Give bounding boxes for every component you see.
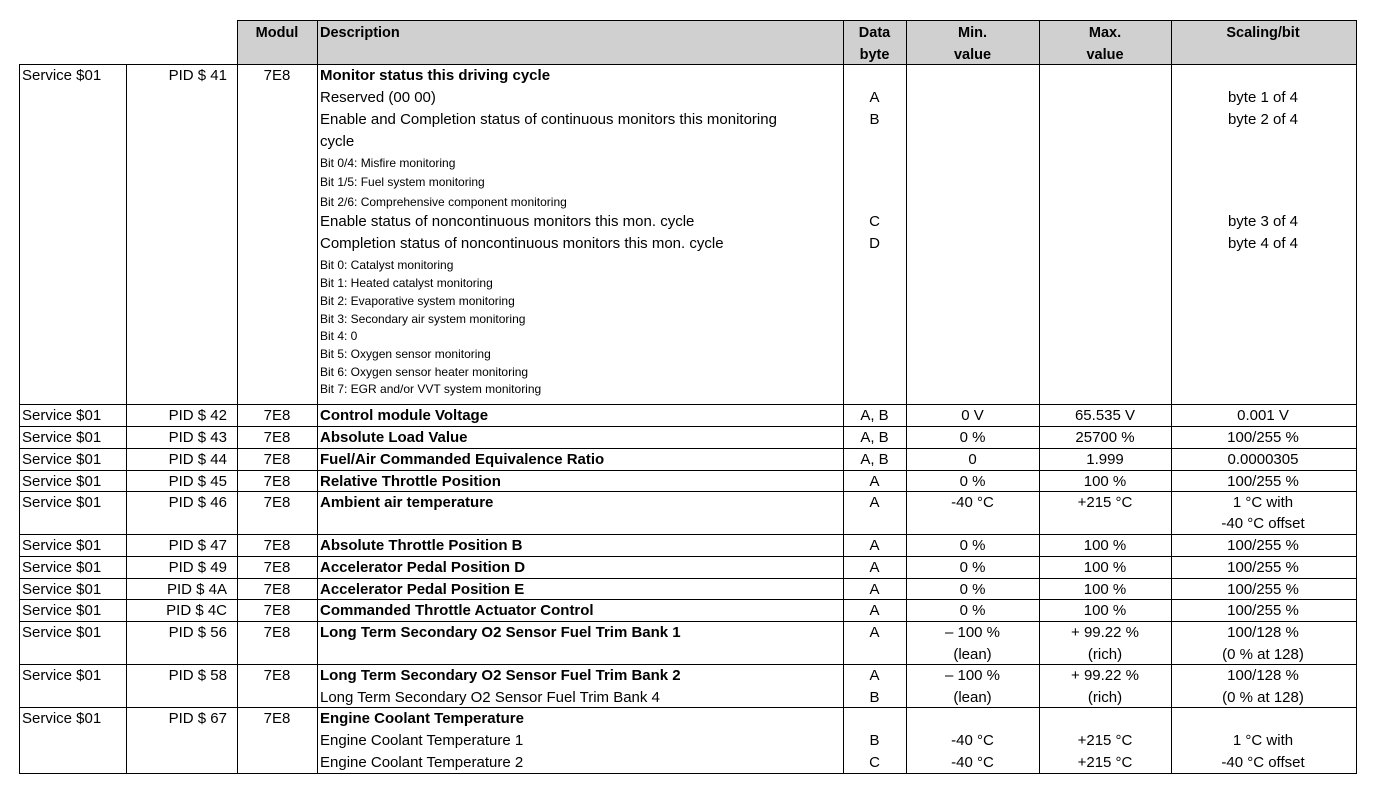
- max-value: 25700 %: [1075, 429, 1135, 446]
- description-line: Enable status of noncontinuous monitors this mon. cycle: [320, 213, 695, 230]
- scaling-value: byte 3 of 4: [1227, 213, 1299, 230]
- data-byte-header-label: Data: [858, 25, 891, 41]
- data-byte-value: C: [869, 754, 880, 771]
- data-byte-value: A, B: [860, 407, 889, 424]
- description-line: Absolute Throttle Position B: [320, 537, 523, 554]
- scaling-value: 0.001 V: [1237, 407, 1289, 424]
- min-value: 0 %: [959, 429, 986, 446]
- max-value: 100 %: [1083, 581, 1127, 598]
- service-label: Service $01: [22, 559, 102, 576]
- pid-label: PID $ 4A: [166, 581, 227, 598]
- modul-label: 7E8: [263, 473, 291, 490]
- service-label: Service $01: [22, 451, 102, 468]
- description-line: Engine Coolant Temperature: [320, 710, 524, 727]
- modul-label: 7E8: [263, 67, 291, 84]
- service-label: Service $01: [22, 537, 102, 554]
- service-cell: [19, 64, 128, 406]
- pid-label: PID $ 41: [168, 67, 227, 84]
- min-value: 0: [968, 451, 977, 468]
- description-line: Engine Coolant Temperature 1: [320, 732, 524, 749]
- modul-label: 7E8: [263, 429, 291, 446]
- service-label: Service $01: [22, 429, 102, 446]
- max-value-header-label: value: [1086, 47, 1124, 63]
- scaling-value: 100/255 %: [1227, 429, 1299, 446]
- description-line: Long Term Secondary O2 Sensor Fuel Trim Bank 1: [320, 624, 681, 641]
- data-byte-value: B: [869, 111, 880, 128]
- data-byte-value: D: [869, 235, 880, 252]
- pid-label: PID $ 45: [168, 473, 227, 490]
- description-line: Reserved (00 00): [320, 89, 436, 106]
- max-value: 100 %: [1083, 473, 1127, 490]
- service-label: Service $01: [22, 473, 102, 490]
- service-label: Service $01: [22, 602, 102, 619]
- modul-label: 7E8: [263, 667, 291, 684]
- description-line: Accelerator Pedal Position E: [320, 581, 525, 598]
- data-byte-value: A: [869, 602, 880, 619]
- pid-label: PID $ 44: [168, 451, 227, 468]
- max-value-header-label: Max.: [1088, 25, 1122, 41]
- modul-label: 7E8: [263, 624, 291, 641]
- modul-label: 7E8: [263, 559, 291, 576]
- description-header-label: Description: [320, 25, 400, 41]
- data-byte-value: A: [869, 667, 880, 684]
- pid-cell: [126, 64, 239, 406]
- service-label: Service $01: [22, 407, 102, 424]
- min-value: 0 %: [959, 537, 986, 554]
- max-value: 65.535 V: [1074, 407, 1136, 424]
- description-line: Monitor status this driving cycle: [320, 67, 551, 84]
- scaling-value: byte 1 of 4: [1227, 89, 1299, 106]
- description-line: Ambient air temperature: [320, 494, 494, 511]
- max-value: + 99.22 %: [1071, 624, 1139, 641]
- modul-label: 7E8: [263, 451, 291, 468]
- max-value-cell: [1039, 64, 1173, 406]
- max-value: 100 %: [1083, 559, 1127, 576]
- description-line: Bit 0: Catalyst monitoring: [320, 258, 454, 272]
- modul-label: 7E8: [263, 602, 291, 619]
- min-value: 0 %: [959, 602, 986, 619]
- description-line: Engine Coolant Temperature 2: [320, 754, 524, 771]
- scaling-value: 100/255 %: [1227, 602, 1299, 619]
- description-line: Relative Throttle Position: [320, 473, 501, 490]
- service-label: Service $01: [22, 667, 102, 684]
- min-value: – 100 %: [944, 667, 1001, 684]
- description-line: Commanded Throttle Actuator Control: [320, 602, 594, 619]
- pid-label: PID $ 46: [168, 494, 227, 511]
- scaling-header-label: Scaling/bit: [1226, 25, 1300, 41]
- pid-label: PID $ 58: [168, 667, 227, 684]
- max-value: 100 %: [1083, 602, 1127, 619]
- modul-label: 7E8: [263, 407, 291, 424]
- description-line: Fuel/Air Commanded Equivalence Ratio: [320, 451, 605, 468]
- service-label: Service $01: [22, 494, 102, 511]
- max-value: +215 °C: [1077, 494, 1133, 511]
- description-line: Bit 6: Oxygen sensor heater monitoring: [320, 365, 529, 379]
- description-line: Bit 3: Secondary air system monitoring: [320, 312, 526, 326]
- data-byte-value: A: [869, 473, 880, 490]
- description-line: Bit 4: 0: [320, 329, 358, 343]
- description-line: cycle: [320, 133, 355, 150]
- scaling-value: 1 °C with: [1232, 732, 1294, 749]
- service-label: Service $01: [22, 581, 102, 598]
- data-byte-value: C: [869, 213, 880, 230]
- description-line: Bit 1/5: Fuel system monitoring: [320, 175, 485, 189]
- data-byte-value: B: [869, 689, 880, 706]
- modul-label: 7E8: [263, 494, 291, 511]
- max-value: + 99.22 %: [1071, 667, 1139, 684]
- scaling-value: (0 % at 128): [1222, 689, 1304, 706]
- pid-label: PID $ 56: [168, 624, 227, 641]
- scaling-value: 100/255 %: [1227, 473, 1299, 490]
- scaling-value: -40 °C offset: [1221, 515, 1305, 532]
- description-line: Bit 7: EGR and/or VVT system monitoring: [320, 382, 542, 396]
- description-line: Long Term Secondary O2 Sensor Fuel Trim Bank 4: [320, 689, 660, 706]
- min-value: 0 %: [959, 559, 986, 576]
- service-label: Service $01: [22, 67, 102, 84]
- data-byte-value: A: [869, 581, 880, 598]
- scaling-value: 100/255 %: [1227, 581, 1299, 598]
- modul-label: 7E8: [263, 581, 291, 598]
- scaling-value: byte 4 of 4: [1227, 235, 1299, 252]
- data-byte-value: A: [869, 559, 880, 576]
- data-byte-value: A: [869, 624, 880, 641]
- description-line: Bit 1: Heated catalyst monitoring: [320, 276, 493, 290]
- max-value: 100 %: [1083, 537, 1127, 554]
- description-line: Enable and Completion status of continuous monitors this monitoring: [320, 111, 777, 128]
- scaling-value: 1 °C with: [1232, 494, 1294, 511]
- max-value: 1.999: [1086, 451, 1124, 468]
- min-value: -40 °C: [951, 754, 994, 771]
- max-value: (rich): [1087, 689, 1123, 706]
- scaling-value: 100/128 %: [1227, 624, 1299, 641]
- data-byte-value: B: [869, 732, 880, 749]
- modul-label: 7E8: [263, 537, 291, 554]
- pid-label: PID $ 49: [168, 559, 227, 576]
- description-line: Control module Voltage: [320, 407, 489, 424]
- min-value: 0 %: [959, 473, 986, 490]
- min-value: 0 %: [959, 581, 986, 598]
- data-byte-value: A: [869, 494, 880, 511]
- min-value: -40 °C: [951, 732, 994, 749]
- scaling-value: 100/255 %: [1227, 537, 1299, 554]
- service-label: Service $01: [22, 624, 102, 641]
- scaling-value: (0 % at 128): [1222, 646, 1304, 663]
- scaling-value: 0.0000305: [1227, 451, 1299, 468]
- min-value: 0 V: [961, 407, 984, 424]
- pid-label: PID $ 43: [168, 429, 227, 446]
- description-line: Accelerator Pedal Position D: [320, 559, 526, 576]
- max-value: (rich): [1087, 646, 1123, 663]
- description-line: Absolute Load Value: [320, 429, 468, 446]
- description-line: Bit 2/6: Comprehensive component monitoring: [320, 195, 567, 209]
- scaling-value: 100/128 %: [1227, 667, 1299, 684]
- scaling-value: -40 °C offset: [1221, 754, 1305, 771]
- min-value-cell: [906, 64, 1041, 406]
- pid-label: PID $ 47: [168, 537, 227, 554]
- data-byte-value: A: [869, 89, 880, 106]
- min-value: (lean): [953, 646, 992, 663]
- min-value: (lean): [953, 689, 992, 706]
- min-value: – 100 %: [944, 624, 1001, 641]
- modul-label: 7E8: [263, 710, 291, 727]
- max-value: +215 °C: [1077, 732, 1133, 749]
- data-byte-header-label: byte: [859, 47, 890, 63]
- description-line: Bit 5: Oxygen sensor monitoring: [320, 347, 491, 361]
- data-byte-value: A, B: [860, 429, 889, 446]
- scaling-value: byte 2 of 4: [1227, 111, 1299, 128]
- data-byte-value: A: [869, 537, 880, 554]
- description-line: Bit 0/4: Misfire monitoring: [320, 156, 456, 170]
- modul-header-label: Modul: [255, 25, 299, 41]
- scaling-value: 100/255 %: [1227, 559, 1299, 576]
- modul-cell: [237, 64, 319, 406]
- min-value: -40 °C: [951, 494, 994, 511]
- data-byte-value: A, B: [860, 451, 889, 468]
- max-value: +215 °C: [1077, 754, 1133, 771]
- description-line: Long Term Secondary O2 Sensor Fuel Trim Bank 2: [320, 667, 681, 684]
- description-line: Completion status of noncontinuous monitors this mon. cycle: [320, 235, 724, 252]
- pid-label: PID $ 4C: [166, 602, 227, 619]
- service-label: Service $01: [22, 710, 102, 727]
- min-value-header-label: Min.: [958, 25, 987, 41]
- pid-label: PID $ 67: [168, 710, 227, 727]
- pid-label: PID $ 42: [168, 407, 227, 424]
- min-value-header-label: value: [953, 47, 992, 63]
- description-line: Bit 2: Evaporative system monitoring: [320, 294, 515, 308]
